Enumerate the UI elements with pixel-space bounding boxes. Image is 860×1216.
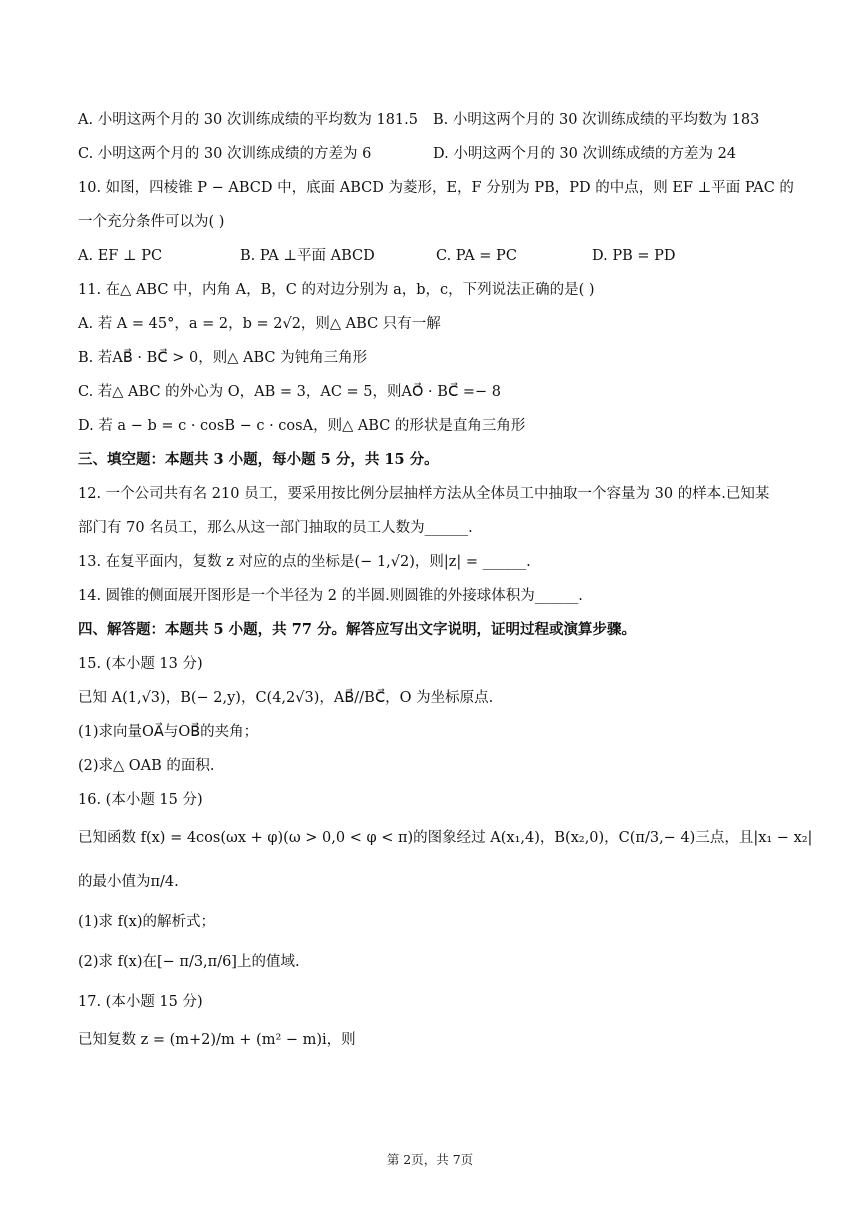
q15-part-2: (2)求△ OAB 的面积. bbox=[78, 758, 215, 774]
q12-stem-cont: 部门有 70 名员工，那么从这一部门抽取的员工人数为______. bbox=[78, 520, 473, 536]
q9-option-b: B. 小明这两个月的 30 次训练成绩的平均数为 183 bbox=[433, 112, 760, 128]
q15-body: 已知 A(1,√3)，B(− 2,y)，C(4,2√3)，AB⃗//BC⃗，O 为坐标原点. bbox=[78, 690, 494, 706]
q11-stem: 11. 在△ ABC 中，内角 A，B，C 的对边分别为 a，b，c，下列说法正确的是( ) bbox=[78, 282, 595, 298]
q15-title: 15. (本小题 13 分) bbox=[78, 656, 203, 672]
q9-option-c: C. 小明这两个月的 30 次训练成绩的方差为 6 bbox=[78, 146, 372, 162]
q10-option-c: C. PA = PC bbox=[436, 248, 517, 264]
q10-stem: 10. 如图，四棱锥 P − ABCD 中，底面 ABCD 为菱形，E，F 分别为 PB，PD 的中点，则 EF ⊥平面 PAC 的 bbox=[78, 180, 794, 196]
q10-option-a: A. EF ⊥ PC bbox=[78, 248, 163, 264]
q16-title: 16. (本小题 15 分) bbox=[78, 792, 203, 808]
section-fill-in-heading: 三、填空题：本题共 3 小题，每小题 5 分，共 15 分。 bbox=[78, 451, 439, 468]
q11-option-c: C. 若△ ABC 的外心为 O，AB = 3，AC = 5，则AO⃗ · BC⃗ =− 8 bbox=[78, 384, 502, 400]
q16-part-2: (2)求 f(x)在[− π/3,π/6]上的值域. bbox=[78, 954, 300, 970]
q16-body: 已知函数 f(x) = 4cos(ωx + φ)(ω > 0,0 < φ < π)的图象经过 A(x₁,4)，B(x₂,0)，C(π/3,− 4)三点，且|x₁ − x₂| bbox=[78, 830, 813, 846]
q11-option-a: A. 若 A = 45°，a = 2，b = 2√2，则△ ABC 只有一解 bbox=[78, 316, 441, 332]
q15-part-1: (1)求向量OA⃗与OB⃗的夹角； bbox=[78, 724, 259, 740]
page-footer: 第 2页，共 7页 bbox=[386, 1152, 474, 1167]
q10-stem-cont: 一个充分条件可以为( ) bbox=[78, 214, 225, 230]
q11-option-d: D. 若 a − b = c · cosB − c · cosA，则△ ABC 的形状是直角三角形 bbox=[78, 418, 526, 434]
q10-option-d: D. PB = PD bbox=[592, 248, 676, 264]
section-answer-heading: 四、解答题：本题共 5 小题，共 77 分。解答应写出文字说明，证明过程或演算步骤。 bbox=[78, 621, 636, 638]
q16-body-cont: 的最小值为π/4. bbox=[78, 874, 179, 890]
q14-stem: 14. 圆锥的侧面展开图形是一个半径为 2 的半圆.则圆锥的外接球体积为______. bbox=[78, 588, 583, 604]
q16-part-1: (1)求 f(x)的解析式； bbox=[78, 914, 216, 930]
q13-stem: 13. 在复平面内，复数 z 对应的点的坐标是(− 1,√2)，则|z| = ______. bbox=[78, 554, 531, 570]
q10-option-b: B. PA ⊥平面 ABCD bbox=[240, 248, 375, 264]
q11-option-b: B. 若AB⃗ · BC⃗ > 0，则△ ABC 为钝角三角形 bbox=[78, 350, 368, 366]
q9-option-d: D. 小明这两个月的 30 次训练成绩的方差为 24 bbox=[433, 146, 737, 162]
q17-title: 17. (本小题 15 分) bbox=[78, 994, 203, 1010]
q12-stem: 12. 一个公司共有名 210 员工，要采用按比例分层抽样方法从全体员工中抽取一个容量为 30 的样本.已知某 bbox=[78, 486, 770, 502]
q9-option-a: A. 小明这两个月的 30 次训练成绩的平均数为 181.5 bbox=[78, 112, 418, 128]
q17-body: 已知复数 z = (m+2)/m + (m² − m)i，则 bbox=[78, 1032, 356, 1048]
